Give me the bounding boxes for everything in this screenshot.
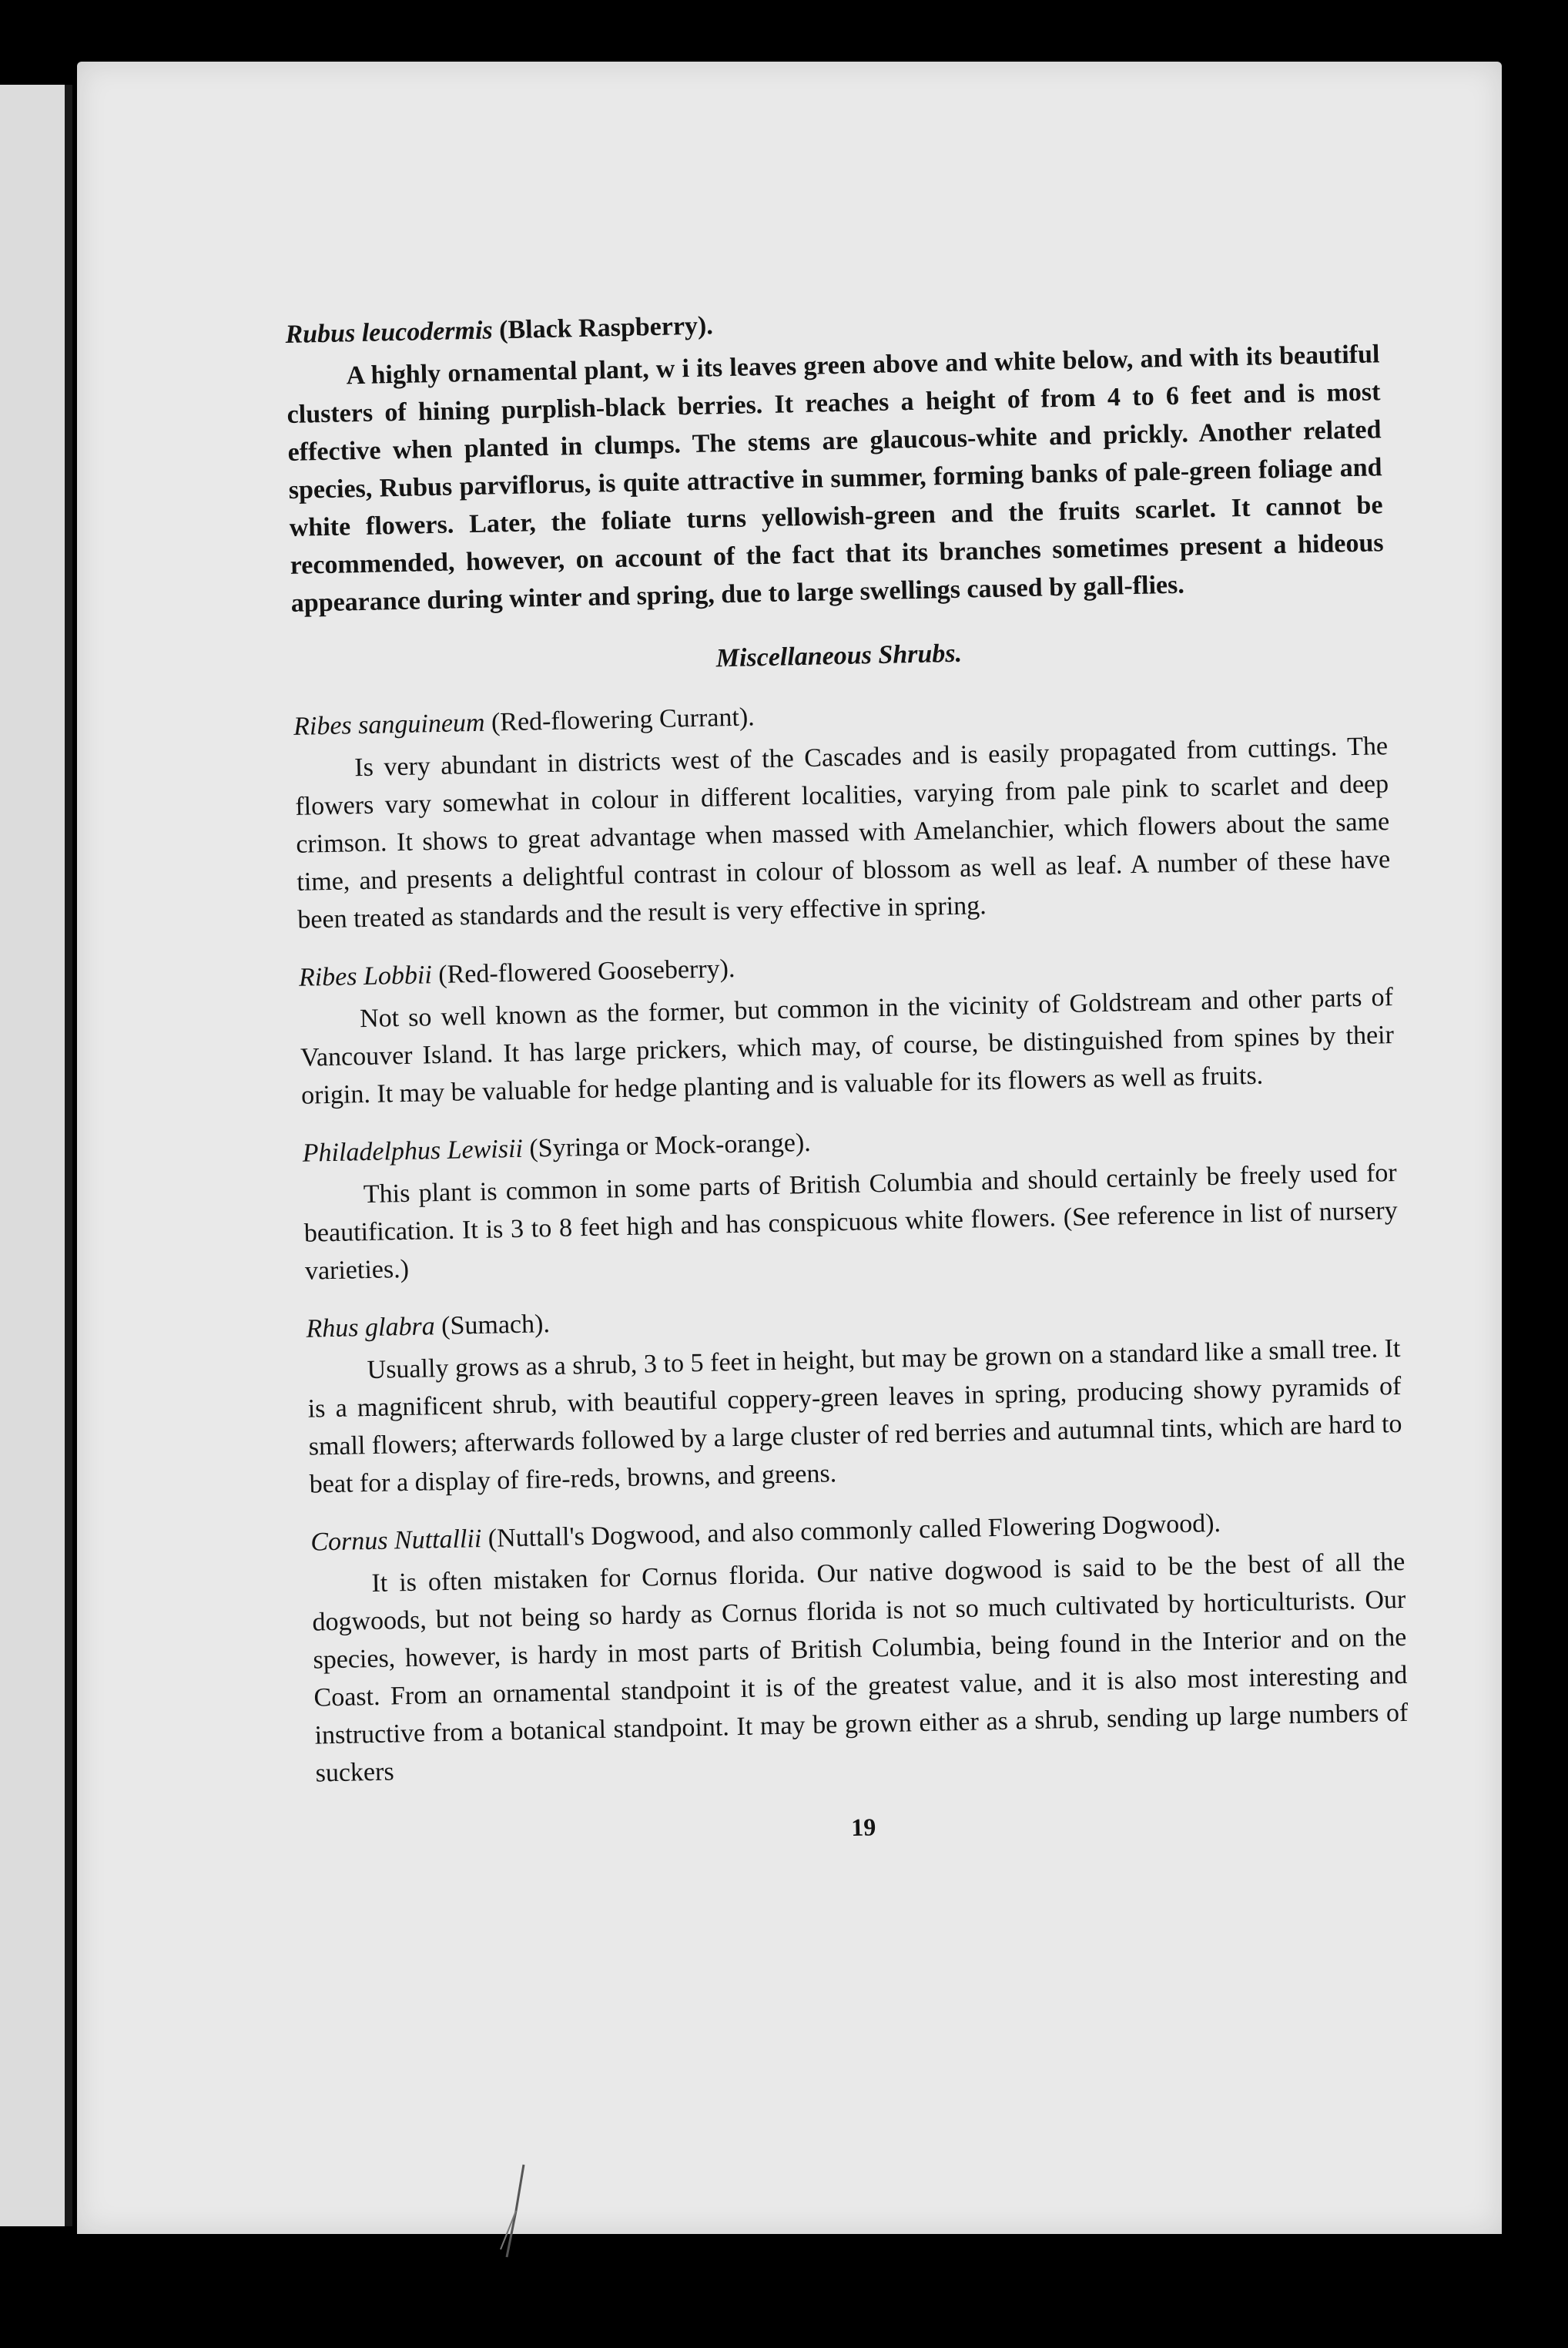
entry-body: Is very abundant in districts west of the Cascades and is easily propagated from cuttings. The flowers vary somewhat in colour in different localities, varying from pale pink to scarlet and deep crimson. It shows to great advantage when massed with Amelanchier, which flowers about the same time, and presents a delightful contrast in colour of blossom as well as leaf. A number of these have been treated as standards and the result is very effective in spring. <box>294 732 1391 934</box>
entry-rubus-leucodermis <box>285 293 1385 622</box>
entry-ribes-sanguineum <box>293 685 1392 939</box>
section-title: Miscellaneous Shrubs. <box>715 639 963 673</box>
latin-name: Ribes sanguineum <box>293 708 485 741</box>
entry-body: It is often mistaken for Cornus florida. Our native dogwood is said to be the best of all the dogwoods, but not being so hardy as Cornus florida is not so much cultivated by horticulturists. Our species, however, is hardy in most parts of British Columbia, being found in the Interior and on the Coast. From an ornamental standpoint it is of the greatest value, and it is also most interesting and instructive from a botanical standpoint. It may be grown either as a shrub, sending up large numbers of suckers <box>312 1547 1409 1788</box>
entry-body: Usually grows as a shrub, 3 to 5 feet in height, but may be grown on a standard like a small tree. It is a magnificent shrub, with beautiful coppery-green leaves in spring, producing showy pyramids of small flowers; afterwards followed by a large cluster of red berries and autumnal tints, which are hard to beat for a display of fire-reds, browns, and greens. <box>307 1333 1402 1499</box>
book-gutter <box>65 85 72 2226</box>
entry-philadelphus-lewisii <box>302 1112 1399 1290</box>
entry-rhus-glabra <box>306 1287 1403 1504</box>
page-number: 19 <box>850 1813 876 1842</box>
entry-body: Not so well known as the former, but common in the vicinity of Goldstream and other parts of Vancouver Island. It has large prickers, which may, of course, be distinguished from spines by their origin. It may be valuable for hedge planting and is valuable for its flowers as well as fruits. <box>300 983 1395 1110</box>
latin-name: Rhus glabra <box>306 1312 436 1343</box>
common-name: (Syringa or Mock-orange). <box>529 1128 812 1163</box>
common-name: (Red-flowered Gooseberry). <box>437 954 735 990</box>
common-name: (Black Raspberry). <box>498 311 714 345</box>
left-page-edge <box>0 85 71 2226</box>
book-page <box>77 62 1502 2234</box>
entry-body: A highly ornamental plant, w i its leaves green above and white below, and with its beautiful clusters of hining purplish-black berries. It reaches a height of from 4 to 6 feet and is most effective when planted in clumps. The stems are glaucous-white and prickly. Another related species, Rubus parviflorus, is quite attractive in summer, forming banks of pale-green foliage and white flowers. Later, the foliate turns yellowish-green and the fruits scarlet. It cannot be recommended, however, on account of the fact that its branches sometimes present a hideous appearance during winter and spring, due to large swellings caused by gall-flies. <box>286 340 1384 618</box>
pencil-mark <box>493 2157 539 2265</box>
common-name: (Nuttall's Dogwood, and also commonly called Flowering Dogwood). <box>487 1508 1221 1553</box>
latin-name: Ribes Lobbii <box>298 961 433 992</box>
latin-name: Philadelphus Lewisii <box>302 1134 524 1168</box>
common-name: (Sumach). <box>441 1310 551 1341</box>
page-text <box>285 293 1411 1882</box>
latin-name: Rubus leucodermis <box>285 316 494 349</box>
latin-name: Cornus Nuttallii <box>310 1525 482 1557</box>
common-name: (Red-flowering Currant). <box>491 703 756 737</box>
entry-body: This plant is common in some parts of British Columbia and should certainly be freely used for beautification. It is 3 to 8 feet high and has conspicuous white flowers. (See reference in list of nursery varieties.) <box>303 1159 1399 1286</box>
entry-ribes-lobbii <box>298 936 1395 1115</box>
entry-cornus-nuttallii <box>310 1501 1409 1793</box>
